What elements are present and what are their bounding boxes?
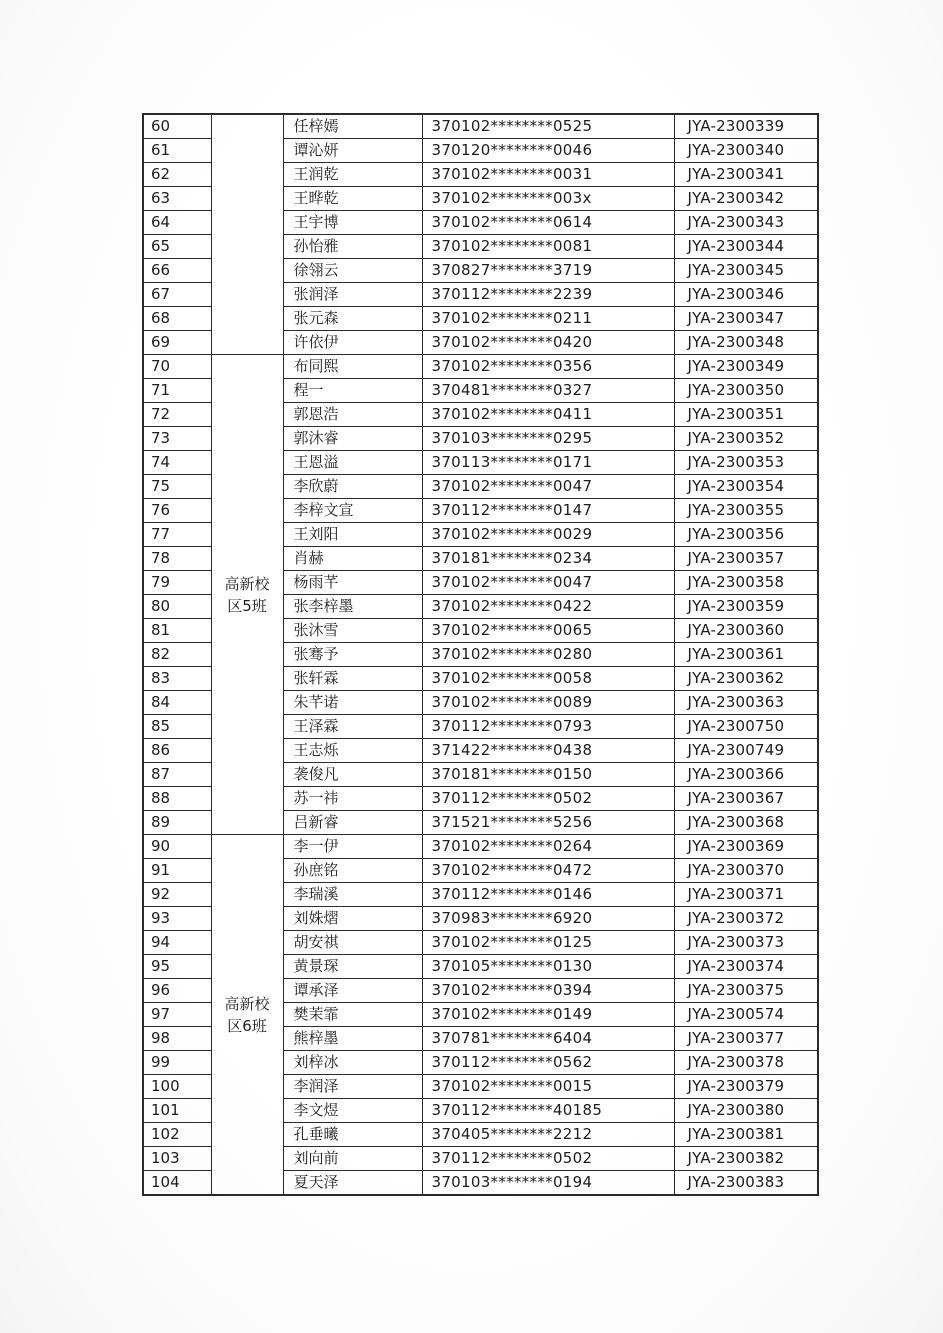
admission-code: JYA-2300368: [674, 811, 818, 835]
admission-code: JYA-2300340: [674, 139, 818, 163]
admission-code: JYA-2300378: [674, 1051, 818, 1075]
row-number: 62: [143, 163, 211, 187]
id-number: 370102********0058: [422, 667, 674, 691]
admission-code: JYA-2300354: [674, 475, 818, 499]
id-number: 370112********0502: [422, 1147, 674, 1171]
admission-code: JYA-2300359: [674, 595, 818, 619]
admission-code: JYA-2300363: [674, 691, 818, 715]
student-name: 张轩霖: [283, 667, 422, 691]
student-admission-table: [142, 113, 819, 1196]
student-name: 王宇博: [283, 211, 422, 235]
id-number: 370983********6920: [422, 907, 674, 931]
admission-code: JYA-2300361: [674, 643, 818, 667]
admission-code: JYA-2300348: [674, 331, 818, 355]
admission-code: JYA-2300382: [674, 1147, 818, 1171]
row-number: 97: [143, 1003, 211, 1027]
admission-code: JYA-2300339: [674, 114, 818, 139]
id-number: 370181********0234: [422, 547, 674, 571]
student-name: 樊茉霏: [283, 1003, 422, 1027]
row-number: 75: [143, 475, 211, 499]
admission-code: JYA-2300373: [674, 931, 818, 955]
admission-code: JYA-2300346: [674, 283, 818, 307]
student-name: 黄景琛: [283, 955, 422, 979]
admission-code: JYA-2300366: [674, 763, 818, 787]
id-number: 370102********0047: [422, 475, 674, 499]
row-number: 83: [143, 667, 211, 691]
id-number: 370103********0295: [422, 427, 674, 451]
student-name: 熊梓墨: [283, 1027, 422, 1051]
id-number: 370120********0046: [422, 139, 674, 163]
admission-code: JYA-2300360: [674, 619, 818, 643]
student-name: 王润乾: [283, 163, 422, 187]
id-number: 371422********0438: [422, 739, 674, 763]
row-number: 96: [143, 979, 211, 1003]
row-number: 72: [143, 403, 211, 427]
student-name: 许依伊: [283, 331, 422, 355]
admission-code: JYA-2300356: [674, 523, 818, 547]
row-number: 90: [143, 835, 211, 859]
student-name: 孙庶铭: [283, 859, 422, 883]
admission-code: JYA-2300349: [674, 355, 818, 379]
table-row: [143, 835, 818, 859]
student-name: 刘姝熠: [283, 907, 422, 931]
admission-code: JYA-2300377: [674, 1027, 818, 1051]
id-number: 370102********0149: [422, 1003, 674, 1027]
admission-code: JYA-2300351: [674, 403, 818, 427]
row-number: 94: [143, 931, 211, 955]
admission-code: JYA-2300341: [674, 163, 818, 187]
id-number: 370102********0356: [422, 355, 674, 379]
row-number: 71: [143, 379, 211, 403]
admission-code: JYA-2300362: [674, 667, 818, 691]
row-number: 64: [143, 211, 211, 235]
campus-class-cell: [211, 114, 283, 355]
row-number: 86: [143, 739, 211, 763]
row-number: 66: [143, 259, 211, 283]
student-name: 王恩溢: [283, 451, 422, 475]
campus-class-cell: 高新校区6班: [211, 835, 283, 1196]
admission-code: JYA-2300344: [674, 235, 818, 259]
student-name: 孔垂曦: [283, 1123, 422, 1147]
admission-code: JYA-2300355: [674, 499, 818, 523]
student-name: 李润泽: [283, 1075, 422, 1099]
row-number: 101: [143, 1099, 211, 1123]
row-number: 70: [143, 355, 211, 379]
id-number: 370102********0089: [422, 691, 674, 715]
row-number: 103: [143, 1147, 211, 1171]
table-row: [143, 355, 818, 379]
row-number: 81: [143, 619, 211, 643]
student-name: 张沐雪: [283, 619, 422, 643]
row-number: 87: [143, 763, 211, 787]
row-number: 99: [143, 1051, 211, 1075]
id-number: 370102********0029: [422, 523, 674, 547]
row-number: 92: [143, 883, 211, 907]
id-number: 370112********2239: [422, 283, 674, 307]
row-number: 77: [143, 523, 211, 547]
admission-code: JYA-2300750: [674, 715, 818, 739]
student-name: 李一伊: [283, 835, 422, 859]
row-number: 82: [143, 643, 211, 667]
row-number: 100: [143, 1075, 211, 1099]
student-name: 谭沁妍: [283, 139, 422, 163]
student-name: 朱芊诺: [283, 691, 422, 715]
id-number: 370102********0264: [422, 835, 674, 859]
admission-code: JYA-2300352: [674, 427, 818, 451]
student-name: 李欣蔚: [283, 475, 422, 499]
student-name: 程一: [283, 379, 422, 403]
id-number: 370481********0327: [422, 379, 674, 403]
row-number: 63: [143, 187, 211, 211]
id-number: 370112********0147: [422, 499, 674, 523]
student-name: 袭俊凡: [283, 763, 422, 787]
id-number: 370102********0472: [422, 859, 674, 883]
id-number: 370102********0125: [422, 931, 674, 955]
id-number: 370112********40185: [422, 1099, 674, 1123]
row-number: 73: [143, 427, 211, 451]
student-name: 张李梓墨: [283, 595, 422, 619]
admission-code: JYA-2300370: [674, 859, 818, 883]
admission-code: JYA-2300369: [674, 835, 818, 859]
admission-code: JYA-2300371: [674, 883, 818, 907]
admission-code: JYA-2300749: [674, 739, 818, 763]
student-name: 任梓嫣: [283, 114, 422, 139]
row-number: 104: [143, 1171, 211, 1196]
row-number: 91: [143, 859, 211, 883]
admission-code: JYA-2300374: [674, 955, 818, 979]
id-number: 370181********0150: [422, 763, 674, 787]
row-number: 98: [143, 1027, 211, 1051]
admission-code: JYA-2300350: [674, 379, 818, 403]
student-name: 胡安祺: [283, 931, 422, 955]
student-name: 肖赫: [283, 547, 422, 571]
admission-code: JYA-2300343: [674, 211, 818, 235]
student-name: 王晔乾: [283, 187, 422, 211]
admission-code: JYA-2300357: [674, 547, 818, 571]
id-number: 370103********0194: [422, 1171, 674, 1196]
campus-class-cell: 高新校区5班: [211, 355, 283, 835]
row-number: 78: [143, 547, 211, 571]
admission-code: JYA-2300353: [674, 451, 818, 475]
admission-code: JYA-2300358: [674, 571, 818, 595]
row-number: 84: [143, 691, 211, 715]
admission-code: JYA-2300375: [674, 979, 818, 1003]
row-number: 85: [143, 715, 211, 739]
student-name: 刘向前: [283, 1147, 422, 1171]
student-name: 李文煜: [283, 1099, 422, 1123]
id-number: 370112********0146: [422, 883, 674, 907]
student-name: 张骞予: [283, 643, 422, 667]
row-number: 74: [143, 451, 211, 475]
id-number: 370102********0420: [422, 331, 674, 355]
id-number: 370102********0394: [422, 979, 674, 1003]
admission-code: JYA-2300383: [674, 1171, 818, 1196]
table-body: [143, 114, 818, 1195]
row-number: 69: [143, 331, 211, 355]
admission-code: JYA-2300381: [674, 1123, 818, 1147]
admission-code: JYA-2300372: [674, 907, 818, 931]
student-name: 孙怡雅: [283, 235, 422, 259]
id-number: 370102********0525: [422, 114, 674, 139]
row-number: 102: [143, 1123, 211, 1147]
id-number: 370102********0280: [422, 643, 674, 667]
student-name: 郭恩浩: [283, 403, 422, 427]
id-number: 370102********0031: [422, 163, 674, 187]
admission-code: JYA-2300379: [674, 1075, 818, 1099]
admission-code: JYA-2300347: [674, 307, 818, 331]
id-number: 370112********0502: [422, 787, 674, 811]
row-number: 89: [143, 811, 211, 835]
student-name: 布同熙: [283, 355, 422, 379]
student-name: 苏一祎: [283, 787, 422, 811]
admission-code: JYA-2300380: [674, 1099, 818, 1123]
id-number: 370102********0065: [422, 619, 674, 643]
admission-code: JYA-2300574: [674, 1003, 818, 1027]
row-number: 88: [143, 787, 211, 811]
id-number: 370102********0211: [422, 307, 674, 331]
student-name: 李梓文宣: [283, 499, 422, 523]
id-number: 370102********0047: [422, 571, 674, 595]
row-number: 61: [143, 139, 211, 163]
admission-code: JYA-2300367: [674, 787, 818, 811]
row-number: 65: [143, 235, 211, 259]
row-number: 76: [143, 499, 211, 523]
student-name: 王泽霖: [283, 715, 422, 739]
id-number: 370102********0422: [422, 595, 674, 619]
student-name: 刘梓冰: [283, 1051, 422, 1075]
student-name: 王志烁: [283, 739, 422, 763]
id-number: 370102********0081: [422, 235, 674, 259]
row-number: 67: [143, 283, 211, 307]
id-number: 370102********0411: [422, 403, 674, 427]
admission-code: JYA-2300342: [674, 187, 818, 211]
student-name: 夏天泽: [283, 1171, 422, 1196]
id-number: 370405********2212: [422, 1123, 674, 1147]
row-number: 80: [143, 595, 211, 619]
id-number: 370105********0130: [422, 955, 674, 979]
row-number: 95: [143, 955, 211, 979]
id-number: 371521********5256: [422, 811, 674, 835]
student-name: 张元森: [283, 307, 422, 331]
student-name: 张润泽: [283, 283, 422, 307]
student-name: 吕新睿: [283, 811, 422, 835]
table-row: [143, 114, 818, 139]
row-number: 79: [143, 571, 211, 595]
id-number: 370102********0015: [422, 1075, 674, 1099]
id-number: 370781********6404: [422, 1027, 674, 1051]
id-number: 370102********003x: [422, 187, 674, 211]
student-name: 王刘阳: [283, 523, 422, 547]
id-number: 370112********0793: [422, 715, 674, 739]
student-name: 李瑞溪: [283, 883, 422, 907]
id-number: 370102********0614: [422, 211, 674, 235]
student-name: 谭承泽: [283, 979, 422, 1003]
id-number: 370112********0562: [422, 1051, 674, 1075]
row-number: 60: [143, 114, 211, 139]
row-number: 93: [143, 907, 211, 931]
id-number: 370827********3719: [422, 259, 674, 283]
student-name: 徐翎云: [283, 259, 422, 283]
row-number: 68: [143, 307, 211, 331]
student-name: 杨雨芊: [283, 571, 422, 595]
admission-code: JYA-2300345: [674, 259, 818, 283]
student-name: 郭沐睿: [283, 427, 422, 451]
id-number: 370113********0171: [422, 451, 674, 475]
